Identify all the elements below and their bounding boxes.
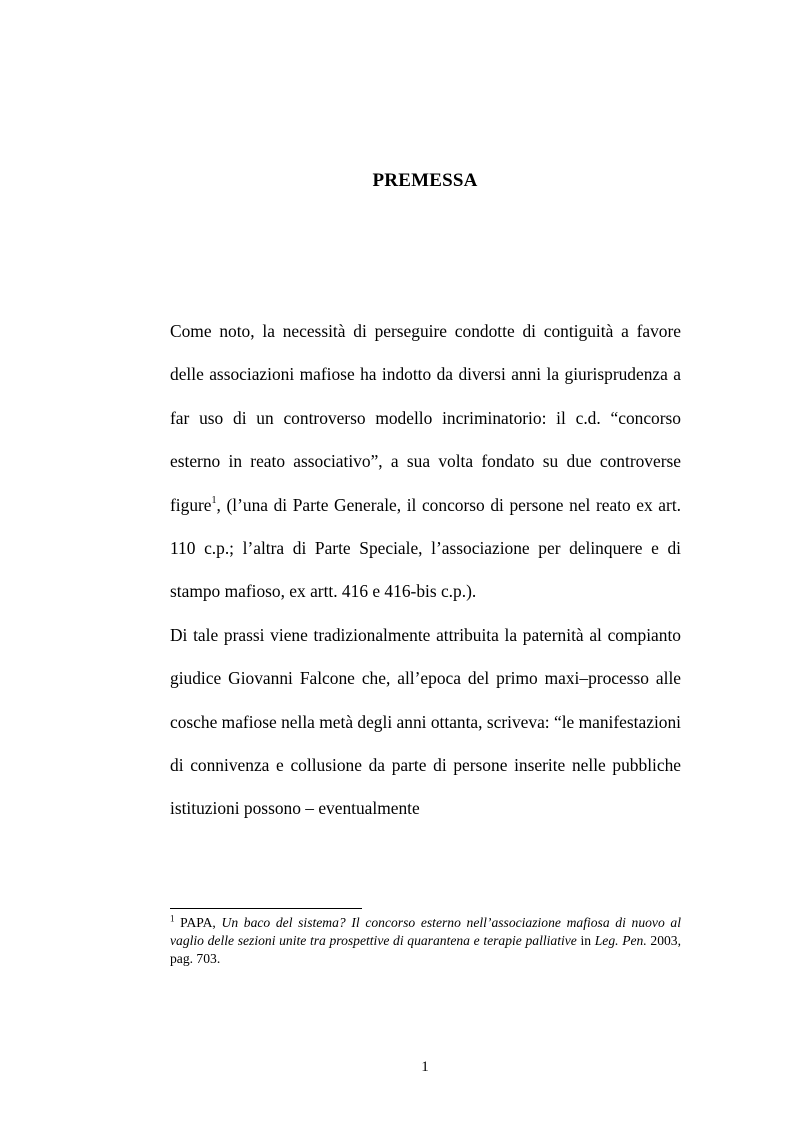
footnote-title: Un baco del sistema? Il concorso esterno nell’associazione mafiosa di nuovo al vaglio delle sezioni unite tra prospettive di quarantena e terapie palliative [170,915,681,948]
page-title: PREMESSA [372,170,478,191]
footnote [170,914,681,968]
footnote-number: 1 [170,913,175,924]
footnote-journal: Leg. Pen. [594,933,647,948]
footnote-reference[interactable]: 1 [211,494,217,506]
body-text [170,310,681,831]
paragraph-1-text: Come noto, la necessità di perseguire condotte di contiguità a favore delle associazioni mafiose ha indotto da diversi anni la giurisprudenza a far uso di un controverso modello incriminatorio: il c.d. “concorso esterno in reato associativo”, a sua volta fondato su due controverse figure [170,321,681,515]
footnote-separator [170,908,362,909]
paragraph-1-continuation: , (l’una di Parte Generale, il concorso di persone nel reato ex art. 110 c.p.; l’altra di Parte Speciale, l’associazione per delinquere e di stampo mafioso, ex artt. 416 e 416-bis c.p.). [170,494,681,602]
footnote-author: PAPA, [180,915,216,930]
footnote-rest: 2003, pag. 703. [170,933,681,966]
page-number: 1 [421,1059,429,1075]
paragraph-2: Di tale prassi viene tradizionalmente attribuita la paternità al compianto giudice Giovanni Falcone che, all’epoca del primo maxi–processo alle cosche mafiose nella metà degli anni ottanta, scriveva: “le manifestazioni di connivenza e collusione da parte di persone inserite nelle pubbliche istituzioni possono – eventualmente [170,624,681,819]
paragraph-1 [170,310,681,614]
footnote-in: in [580,933,592,948]
